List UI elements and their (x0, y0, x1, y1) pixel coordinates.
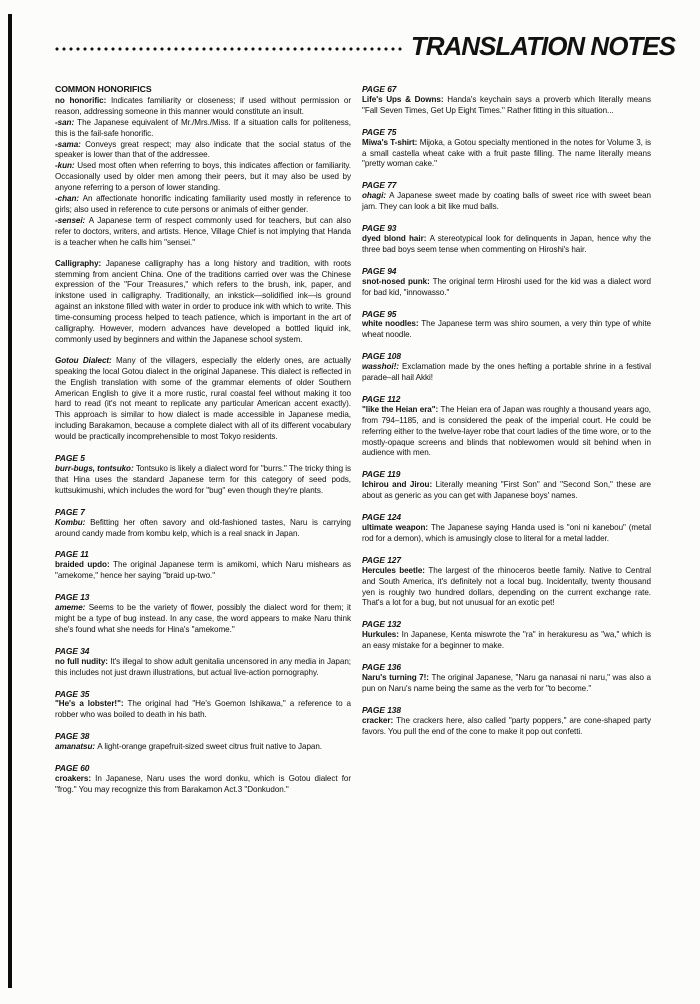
note-body: Befitting her often savory and old-fashioned tastes, Naru is carrying around candy made from kombu kelp, which is a real snack in Japan. (55, 517, 351, 538)
note-text (362, 523, 651, 545)
term-text: -sensei (55, 215, 83, 225)
note-text (55, 699, 351, 721)
separator: : (425, 523, 431, 532)
note-page-label: PAGE 112 (362, 393, 401, 404)
note-term (362, 319, 421, 328)
separator: : (82, 215, 89, 225)
calligraphy-term (55, 259, 106, 268)
term-text: no honorific (55, 95, 104, 105)
note-body: Mijoka, a Gotou specialty mentioned in the notes for Volume 3, is a small castella wheat cake with a fruit paste filling. The name literally means "pretty woman cake." (362, 137, 651, 169)
honorific-body: Indicates familiarity or closeness; if used without permission or reason, addressing someone in this manner would constitute an insult. (55, 95, 351, 116)
note-body: The original Japanese term is amikomi, which Naru mishears as "amekome," hence her saying "braid up-two." (55, 560, 351, 581)
honorific-body: A Japanese term of respect commonly used for teachers, but can also refer to doctors, writers, and artists. Hence, Village Chief is not implying that Handa is a teacher when he calls him "sensei." (55, 215, 351, 247)
note-page-label: PAGE 13 (55, 592, 90, 603)
note-text (362, 191, 651, 213)
note-text (362, 716, 651, 738)
note-page-label: PAGE 7 (55, 506, 85, 517)
term-text: Ichirou and Jirou (362, 480, 430, 490)
honorific-entry (55, 194, 351, 216)
separator: : (109, 355, 116, 365)
note-page-label: PAGE 67 (362, 84, 397, 94)
note-text (362, 673, 651, 695)
honorific-term (55, 216, 89, 225)
term-text: amanatsu (55, 742, 93, 752)
term-text: Kombu (55, 517, 83, 527)
separator: : (383, 191, 390, 201)
note-term (362, 523, 431, 532)
term-text: Hercules beetle (362, 565, 423, 575)
note-term (362, 138, 420, 147)
gotou-body: Many of the villagers, especially the elderly ones, are actually speaking the local Gotou dialect in the original Japanese. This dialect is reflected in the English translation with some of the grammar elements of older Southern American English to give it a more rustic, rural coastal feel without making it too hard to read (it's not meant to replicate any particular American accent exactly). This approach is similar to how dialect is made accessible in Japanese media, including Barakamon, because a complete dialect with all of its different vocabulary would be practically incomprehensible to most Tokyo residents. (55, 355, 351, 442)
separator: : (120, 699, 128, 709)
note-page-label: PAGE 35 (55, 688, 90, 699)
note-term (55, 657, 110, 666)
term-text: ultimate weapon (362, 523, 426, 532)
separator: : (71, 161, 78, 171)
note-page-label: PAGE 5 (55, 453, 85, 464)
note-text (55, 657, 351, 679)
separator: : (92, 742, 98, 752)
note-body: Literally meaning "First Son" and "Second Son," these are about as generic as you can get with Japanese boys' names. (362, 480, 651, 501)
note-term (55, 603, 89, 612)
honorifics-heading: COMMON HONORIFICS (55, 84, 152, 94)
separator: : (82, 517, 91, 527)
separator: : (82, 603, 89, 613)
note-term (55, 560, 113, 569)
honorific-body: Conveys great respect; may also indicate that the social status of the speaker is lower than that of the addressee. (55, 139, 351, 160)
note-term (362, 673, 431, 682)
separator: : (105, 656, 111, 666)
note-body: A stereotypical look for delinquents in Japan, hence why the three bad boys seem tense when commenting on Hiroshi's hair. (362, 233, 651, 254)
honorific-entry (55, 96, 351, 118)
right-column (362, 84, 651, 738)
note-body: It's illegal to show adult genitalia uncensored in any media in Japan; this includes not just drawn illustrations, but actual live-action pornography. (55, 656, 351, 677)
note-page-label: PAGE 132 (362, 619, 402, 630)
note-term (362, 630, 402, 639)
separator: : (427, 276, 433, 286)
note-body: The Heian era of Japan was roughly a thousand years ago, from 794–1185, and is considered the peak of the imperial court. He could be referring either to the twelve-layer robe that court ladies of the time wore, or to the mostly-opaque screens and blinds that noblewomen would sit behind when in audience with men. (362, 404, 651, 458)
note-text (362, 630, 651, 652)
note-term (362, 566, 428, 575)
term-text: braided updo (55, 560, 107, 570)
page-title: TRANSLATION NOTES (410, 30, 675, 61)
note-term (55, 742, 97, 751)
note-text (362, 277, 651, 299)
note-body: In Japanese, Naru uses the word donku, which is Gotou dialect for "frog." You may recognize this from Barakamon Act.3 "Donkudon." (55, 773, 351, 794)
left-column (55, 84, 351, 796)
note-text (55, 464, 351, 497)
note-page-label: PAGE 34 (55, 645, 90, 656)
term-text: "He's a lobster!" (55, 699, 121, 709)
separator: : (130, 464, 136, 473)
separator: : (426, 672, 432, 682)
note-term (55, 518, 90, 527)
term-text: wasshoi! (362, 362, 397, 372)
note-page-label: PAGE 38 (55, 731, 90, 742)
note-body: The original Japanese, "Naru ga nanasai ni naru," was also a pun on Naru's name being the same as the verb for "to become." (362, 672, 651, 693)
note-text (55, 774, 351, 796)
term-text: white noodles (362, 319, 416, 329)
separator: : (88, 773, 96, 783)
separator: : (103, 95, 111, 105)
note-term (362, 191, 389, 200)
note-body: The largest of the rhinoceros beetle family. Native to Central and South America, it's definitely not a local bug. Incidentally, twenty thousand yen is roughly two hundred dollars, depending on the current exchange rate. That's a lot for a bug, but not unusual for an exotic pet! (362, 565, 651, 608)
note-term (55, 774, 95, 783)
note-page-label: PAGE 108 (362, 351, 402, 362)
note-term (55, 464, 136, 473)
separator: : (414, 137, 420, 147)
calligraphy-body: Japanese calligraphy has a long history and tradition, with roots stemming from ancient China. One of the traditions carried over was the Chinese expression of the "Four Treasures," which refers to the brush, ink, paper, and inkstone used in calligraphy. Traditionally, an inkstick—solidified ink—is ground against an inkstone filled with water in order to produce ink with which to write. This time-consuming process helped to teach patience, which is important in the art of calligraphy. However, modern advances have developed a bottled liquid ink, commonly used by beginners and within the Japanese school system. (55, 258, 351, 344)
separator: : (422, 565, 429, 575)
term-text: Calligraphy (55, 258, 99, 268)
separator: : (423, 233, 430, 243)
term-text: Naru's turning 7! (362, 672, 427, 682)
note-body: The original had "He's Goemon Ishikawa," a reference to a robber who was boiled to death in his bath. (55, 699, 351, 720)
note-body: Seems to be the variety of flower, possibly the dialect word for them; it might be a type of bug instead. In any case, the word appears to make Naru think she's found what she needs for Hina's "amekome." (55, 603, 351, 634)
term-text: Gotou Dialect (55, 355, 110, 365)
note-body: The Japanese term was shiro soumen, a very thin type of white wheat noodle. (362, 319, 652, 340)
note-page-label: PAGE 94 (362, 265, 397, 276)
term-text: Miwa's T-shirt (362, 137, 415, 147)
honorific-body: Used most often when referring to boys, this indicates affection or familiarity. Occasionally used by older men among their peers, but it may also be used by anyone referring to a person of lower standing. (55, 161, 351, 193)
honorific-term (55, 194, 83, 203)
note-page-label: PAGE 119 (362, 469, 401, 480)
note-body: Tontsuko is likely a dialect word for "burrs." The tricky thing is that Hina uses the standard Japanese term for this category of seed pods, kuttsukimushi, which includes the word for "bug" even though they're plants. (55, 464, 351, 495)
separator: : (106, 560, 114, 570)
note-text (55, 518, 351, 540)
term-text: dyed blond hair (362, 233, 424, 243)
honorific-body: An affectionate honorific indicating familiarity used mostly in reference to girls; also used in reference to cute persons or animals of either gender. (55, 194, 351, 214)
term-text: -sama (55, 139, 79, 149)
term-text: cracker (362, 715, 391, 725)
term-text: Life's Ups & Downs (362, 94, 441, 104)
separator: : (435, 404, 441, 414)
note-body: A light-orange grapefruit-sized sweet citrus fruit native to Japan. (97, 742, 322, 752)
separator: : (71, 117, 78, 127)
note-term (55, 699, 128, 708)
term-text: burr-bugs, tontsuko (55, 464, 131, 473)
calligraphy-paragraph (55, 259, 351, 346)
note-text (362, 480, 651, 502)
honorific-entry (55, 161, 351, 194)
note-body: The Japanese saying Handa used is "oni ni kanebou" (metal rod for a demon), which is amusingly close to literal for a metal ladder. (362, 523, 651, 543)
note-text (362, 138, 651, 171)
note-term (362, 362, 402, 371)
gotou-term (55, 356, 116, 365)
note-page-label: PAGE 138 (362, 704, 402, 715)
note-page-label: PAGE 124 (362, 512, 402, 523)
honorific-entry (55, 118, 351, 140)
note-text (362, 319, 651, 341)
note-page-label: PAGE 60 (55, 763, 90, 774)
separator: : (396, 362, 402, 372)
term-text: -kun (55, 161, 72, 171)
note-page-label: PAGE 127 (362, 554, 402, 565)
note-text (55, 742, 351, 753)
honorific-term (55, 161, 77, 170)
note-page-label: PAGE 77 (362, 180, 397, 191)
note-text (362, 95, 651, 117)
term-text: Hurkules (362, 630, 397, 640)
note-text (362, 362, 651, 384)
note-term (362, 480, 436, 489)
separator: : (429, 480, 436, 490)
note-page-label: PAGE 93 (362, 223, 397, 234)
note-term (362, 277, 433, 286)
note-page-label: PAGE 75 (362, 126, 397, 137)
gotou-dialect-paragraph (55, 356, 351, 443)
honorific-body: The Japanese equivalent of Mr./Mrs./Miss. If a situation calls for politeness, this is the fail-safe honorific. (55, 117, 351, 138)
term-text: snot-nosed punk (362, 276, 428, 286)
note-body: The original term Hiroshi used for the kid was a dialect word for bad kid, "innowasso." (362, 276, 651, 297)
separator: : (390, 715, 397, 725)
note-term (362, 95, 447, 104)
honorific-entry (55, 140, 351, 162)
note-body: The crackers here, also called "party poppers," are cone-shaped party favors. You pull the end of the cone to make it pop out confetti. (362, 715, 651, 736)
term-text: -san (55, 117, 72, 127)
honorific-entry (55, 216, 351, 249)
term-text: ohagi (362, 191, 384, 201)
note-page-label: PAGE 95 (362, 308, 397, 319)
term-text: -chan (55, 194, 77, 204)
separator: : (98, 258, 106, 268)
honorific-term (55, 118, 77, 127)
honorific-term (55, 96, 111, 105)
page-header (55, 30, 675, 62)
note-text (55, 603, 351, 636)
separator: : (396, 630, 402, 640)
separator: : (415, 319, 422, 329)
spine-rule (8, 14, 12, 988)
note-text (55, 560, 351, 582)
term-text: ameme (55, 603, 83, 613)
note-text (362, 566, 651, 610)
term-text: no full nudity (55, 656, 106, 666)
separator: : (76, 194, 83, 204)
note-body: A Japanese sweet made by coating balls of sweet rice with sweet bean jam. They can look a bit like mud balls. (362, 191, 651, 212)
note-body: Exclamation made by the ones hefting a portable shrine in a festival parade–all hail Akki! (362, 362, 651, 383)
note-body: Handa's keychain says a proverb which literally means "Fall Seven Times, Get Up Eight Times." Rather fitting in this situation... (362, 94, 651, 115)
note-body: In Japanese, Kenta miswrote the "ra" in herakuresu as "wa," which is an easy mistake for a beginner to make. (362, 630, 651, 651)
honorific-term (55, 140, 85, 149)
note-term (362, 405, 440, 414)
term-text: croakers (55, 773, 89, 783)
note-text (362, 405, 651, 460)
dotted-leader (55, 47, 403, 52)
note-term (362, 716, 396, 725)
note-page-label: PAGE 136 (362, 662, 402, 673)
note-term (362, 234, 430, 243)
note-page-label: PAGE 11 (55, 549, 89, 560)
separator: : (78, 139, 86, 149)
term-text: "like the Heian era" (362, 404, 436, 414)
note-text (362, 234, 651, 256)
separator: : (440, 94, 448, 104)
